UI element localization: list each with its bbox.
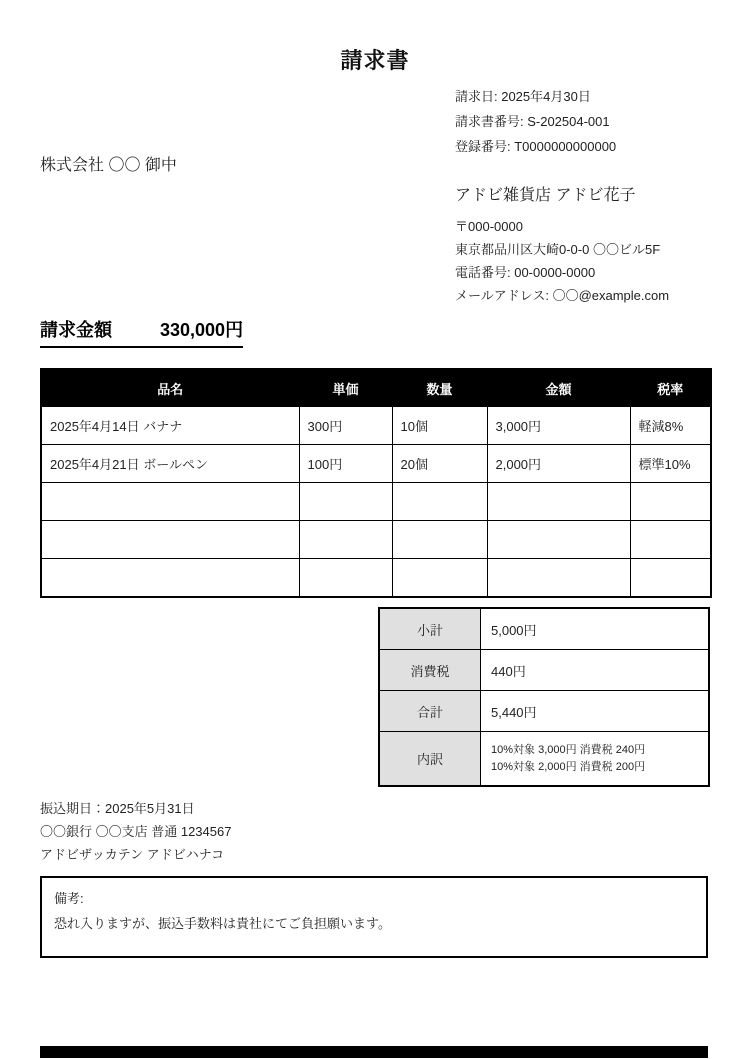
invoice-number: 請求書番号: S-202504-001	[455, 114, 610, 129]
column-header-unit-price: 単価	[299, 369, 392, 407]
sender-email: メールアドレス: 〇〇@example.com	[455, 288, 670, 303]
amount-cell: 3,000円	[487, 407, 630, 445]
column-header-tax-rate: 税率	[630, 369, 711, 407]
quantity-cell: 20個	[392, 445, 487, 483]
amount-due-label: 請求金額	[40, 320, 112, 340]
subtotal-row	[379, 608, 709, 650]
breakdown-row	[379, 732, 709, 787]
page-title: 請求書	[340, 48, 410, 73]
item-name-cell: 2025年4月14日 バナナ	[41, 407, 299, 445]
table-row-empty	[41, 483, 711, 521]
tax-rate-cell: 標準10%	[630, 445, 711, 483]
quantity-cell	[392, 559, 487, 598]
payment-info	[40, 797, 231, 866]
breakdown-line-2: 10%対象 2,000円 消費税 200円	[491, 760, 646, 773]
column-header-item: 品名	[41, 369, 299, 407]
payment-due-date: 振込期日：2025年5月31日	[40, 801, 195, 816]
subtotal-label: 小計	[379, 608, 481, 650]
remarks-box	[40, 876, 708, 958]
amount-due	[40, 316, 243, 348]
sender-name: アドビ雑貨店 アドビ花子	[455, 187, 636, 204]
table-row	[41, 445, 711, 483]
unit-price-cell: 100円	[299, 445, 392, 483]
amount-cell	[487, 521, 630, 559]
tax-row	[379, 650, 709, 691]
tax-label: 消費税	[379, 650, 481, 691]
total-value: 5,440円	[481, 691, 710, 732]
column-header-amount: 金額	[487, 369, 630, 407]
amount-cell	[487, 559, 630, 598]
breakdown-line-1: 10%対象 3,000円 消費税 240円	[491, 743, 646, 756]
amount-due-value: 330,000円	[160, 320, 244, 340]
unit-price-cell: 300円	[299, 407, 392, 445]
unit-price-cell	[299, 521, 392, 559]
tax-rate-cell: 軽減8%	[630, 407, 711, 445]
remarks-text: 恐れ入りますが、振込手数料は貴社にてご負担願います。	[54, 916, 391, 931]
bank-account: 〇〇銀行 〇〇支店 普通 1234567	[40, 824, 232, 839]
item-name-cell	[41, 483, 299, 521]
total-row	[379, 691, 709, 732]
sender-address: 東京都品川区大崎0-0-0 〇〇ビル5F	[455, 242, 661, 257]
remarks-label: 備考:	[54, 891, 84, 906]
amount-cell	[487, 483, 630, 521]
quantity-cell	[392, 521, 487, 559]
item-name-cell: 2025年4月21日 ボールペン	[41, 445, 299, 483]
subtotal-value: 5,000円	[481, 608, 710, 650]
account-holder: アドビザッカテン アドビハナコ	[40, 847, 225, 862]
unit-price-cell	[299, 483, 392, 521]
item-name-cell	[41, 559, 299, 598]
breakdown-value	[481, 732, 710, 787]
quantity-cell: 10個	[392, 407, 487, 445]
registration-number: 登録番号: T0000000000000	[455, 139, 617, 154]
table-row-empty	[41, 521, 711, 559]
tax-rate-cell	[630, 521, 711, 559]
total-label: 合計	[379, 691, 481, 732]
tax-rate-cell	[630, 483, 711, 521]
invoice-date: 請求日: 2025年4月30日	[455, 89, 591, 104]
items-table	[40, 368, 712, 598]
sender-phone: 電話番号: 00-0000-0000	[455, 265, 596, 280]
recipient-name: 株式会社 〇〇 御中	[40, 157, 177, 174]
column-header-quantity: 数量	[392, 369, 487, 407]
table-row	[41, 407, 711, 445]
sender-info	[455, 182, 669, 307]
item-name-cell	[41, 521, 299, 559]
summary-table	[378, 607, 710, 787]
sender-postal-code: 〒000-0000	[455, 219, 523, 234]
unit-price-cell	[299, 559, 392, 598]
invoice-meta	[455, 84, 616, 159]
tax-value: 440円	[481, 650, 710, 691]
table-row-empty	[41, 559, 711, 598]
footer-accent-bar	[40, 1046, 708, 1058]
tax-rate-cell	[630, 559, 711, 598]
breakdown-label: 内訳	[379, 732, 481, 787]
amount-cell: 2,000円	[487, 445, 630, 483]
items-header-row	[41, 369, 711, 407]
quantity-cell	[392, 483, 487, 521]
